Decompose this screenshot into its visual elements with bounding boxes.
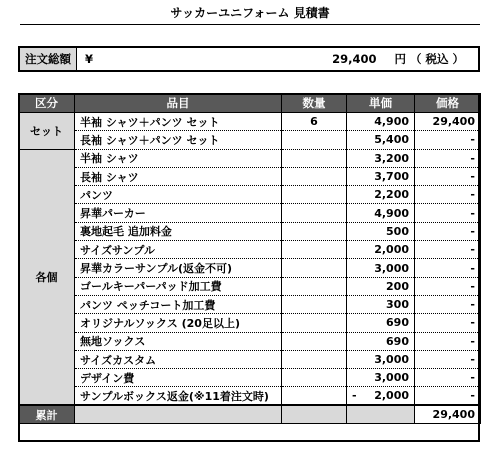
- item-name: 長袖 シャツ＋パンツ セット: [75, 131, 282, 149]
- item-name: 裏地起毛 追加料金: [75, 222, 282, 240]
- table-row: [19, 131, 481, 149]
- item-name: サイズカスタム: [75, 350, 282, 368]
- item-total: -: [415, 369, 481, 387]
- price-value: 2,000: [374, 389, 409, 403]
- item-unit-price: 500: [347, 222, 415, 240]
- item-unit-price: 300: [347, 295, 415, 313]
- item-total: -: [415, 186, 481, 204]
- item-name: 昇華カラーサンプル(返金不可): [75, 259, 282, 277]
- total-filler: [75, 405, 282, 423]
- table-row: [19, 387, 481, 405]
- item-name: 半袖 シャツ: [75, 149, 282, 167]
- header-item: 品目: [75, 94, 282, 113]
- item-quantity: [282, 222, 347, 240]
- item-quantity: [282, 259, 347, 277]
- item-unit-price: 5,400: [347, 131, 415, 149]
- item-name: サイズサンプル: [75, 241, 282, 259]
- item-total: 29,400: [415, 113, 481, 131]
- item-total: -: [415, 259, 481, 277]
- item-name: パンツ: [75, 186, 282, 204]
- category-set: セット: [19, 113, 75, 150]
- estimate-table: [18, 93, 481, 424]
- order-total-unit: 円 （ 税込 ）: [394, 52, 464, 66]
- item-total: -: [415, 167, 481, 185]
- item-unit-price: 4,900: [347, 204, 415, 222]
- item-name: 長袖 シャツ: [75, 167, 282, 185]
- item-quantity: [282, 350, 347, 368]
- item-unit-price: 4,900: [347, 113, 415, 131]
- total-filler: [347, 405, 415, 423]
- item-total: -: [415, 131, 481, 149]
- item-quantity: [282, 277, 347, 295]
- total-filler: [282, 405, 347, 423]
- item-total: -: [415, 332, 481, 350]
- header-quantity: 数量: [282, 94, 347, 113]
- item-quantity: [282, 186, 347, 204]
- table-row: [19, 204, 481, 222]
- table-row: [19, 222, 481, 240]
- item-total: -: [415, 350, 481, 368]
- header-price: 価格: [415, 94, 481, 113]
- item-name: デザイン費: [75, 369, 282, 387]
- item-quantity: [282, 387, 347, 405]
- item-quantity: [282, 332, 347, 350]
- title-underline: [20, 24, 480, 25]
- item-unit-price: 3,200: [347, 149, 415, 167]
- item-quantity: [282, 241, 347, 259]
- item-total: -: [415, 241, 481, 259]
- item-total: -: [415, 222, 481, 240]
- table-row: [19, 113, 481, 131]
- table-row: [19, 314, 481, 332]
- item-total: -: [415, 204, 481, 222]
- item-unit-price: 690: [347, 314, 415, 332]
- category-each: 各個: [19, 149, 75, 405]
- item-total: -: [415, 295, 481, 313]
- table-row: [19, 369, 481, 387]
- table-row: [19, 149, 481, 167]
- item-name: 昇華パーカー: [75, 204, 282, 222]
- item-unit-price: 2,200: [347, 186, 415, 204]
- table-row: [19, 241, 481, 259]
- total-row: [19, 405, 481, 423]
- order-total-amount: 29,400: [332, 52, 377, 66]
- item-name: パンツ ペッチコート加工費: [75, 295, 282, 313]
- item-unit-price: 200: [347, 277, 415, 295]
- yen-symbol: ¥: [85, 52, 94, 66]
- item-quantity: [282, 149, 347, 167]
- item-quantity: 6: [282, 113, 347, 131]
- item-name: 無地ソックス: [75, 332, 282, 350]
- table-row: [19, 295, 481, 313]
- header-category: 区分: [19, 94, 75, 113]
- grand-total: 29,400: [415, 405, 481, 423]
- negative-sign: -: [352, 389, 357, 403]
- item-quantity: [282, 204, 347, 222]
- item-unit-price: 2,000: [347, 241, 415, 259]
- item-name: サンプルボックス返金(※11着注文時): [75, 387, 282, 405]
- item-unit-price: 3,000: [347, 369, 415, 387]
- item-unit-price: [347, 387, 415, 405]
- item-quantity: [282, 167, 347, 185]
- item-quantity: [282, 295, 347, 313]
- table-row: [19, 277, 481, 295]
- item-total: -: [415, 149, 481, 167]
- table-row: [19, 350, 481, 368]
- item-quantity: [282, 314, 347, 332]
- table-row: [19, 332, 481, 350]
- item-quantity: [282, 131, 347, 149]
- total-label: 累計: [19, 405, 75, 423]
- table-row: [19, 167, 481, 185]
- table-row: [19, 259, 481, 277]
- item-total: -: [415, 314, 481, 332]
- item-name: オリジナルソックス (20足以上): [75, 314, 282, 332]
- table-row: [19, 186, 481, 204]
- item-quantity: [282, 369, 347, 387]
- order-total-box: [18, 46, 480, 72]
- item-total: -: [415, 387, 481, 405]
- item-name: ゴールキーパーパッド加工費: [75, 277, 282, 295]
- item-total: -: [415, 277, 481, 295]
- header-unit-price: 単価: [347, 94, 415, 113]
- item-name: 半袖 シャツ＋パンツ セット: [75, 113, 282, 131]
- item-unit-price: 3,000: [347, 259, 415, 277]
- document-title: サッカーユニフォーム 見積書: [170, 6, 330, 20]
- item-unit-price: 3,000: [347, 350, 415, 368]
- item-unit-price: 3,700: [347, 167, 415, 185]
- order-total-label: 注文総額: [20, 48, 77, 70]
- table-header-row: [19, 94, 481, 113]
- item-unit-price: 690: [347, 332, 415, 350]
